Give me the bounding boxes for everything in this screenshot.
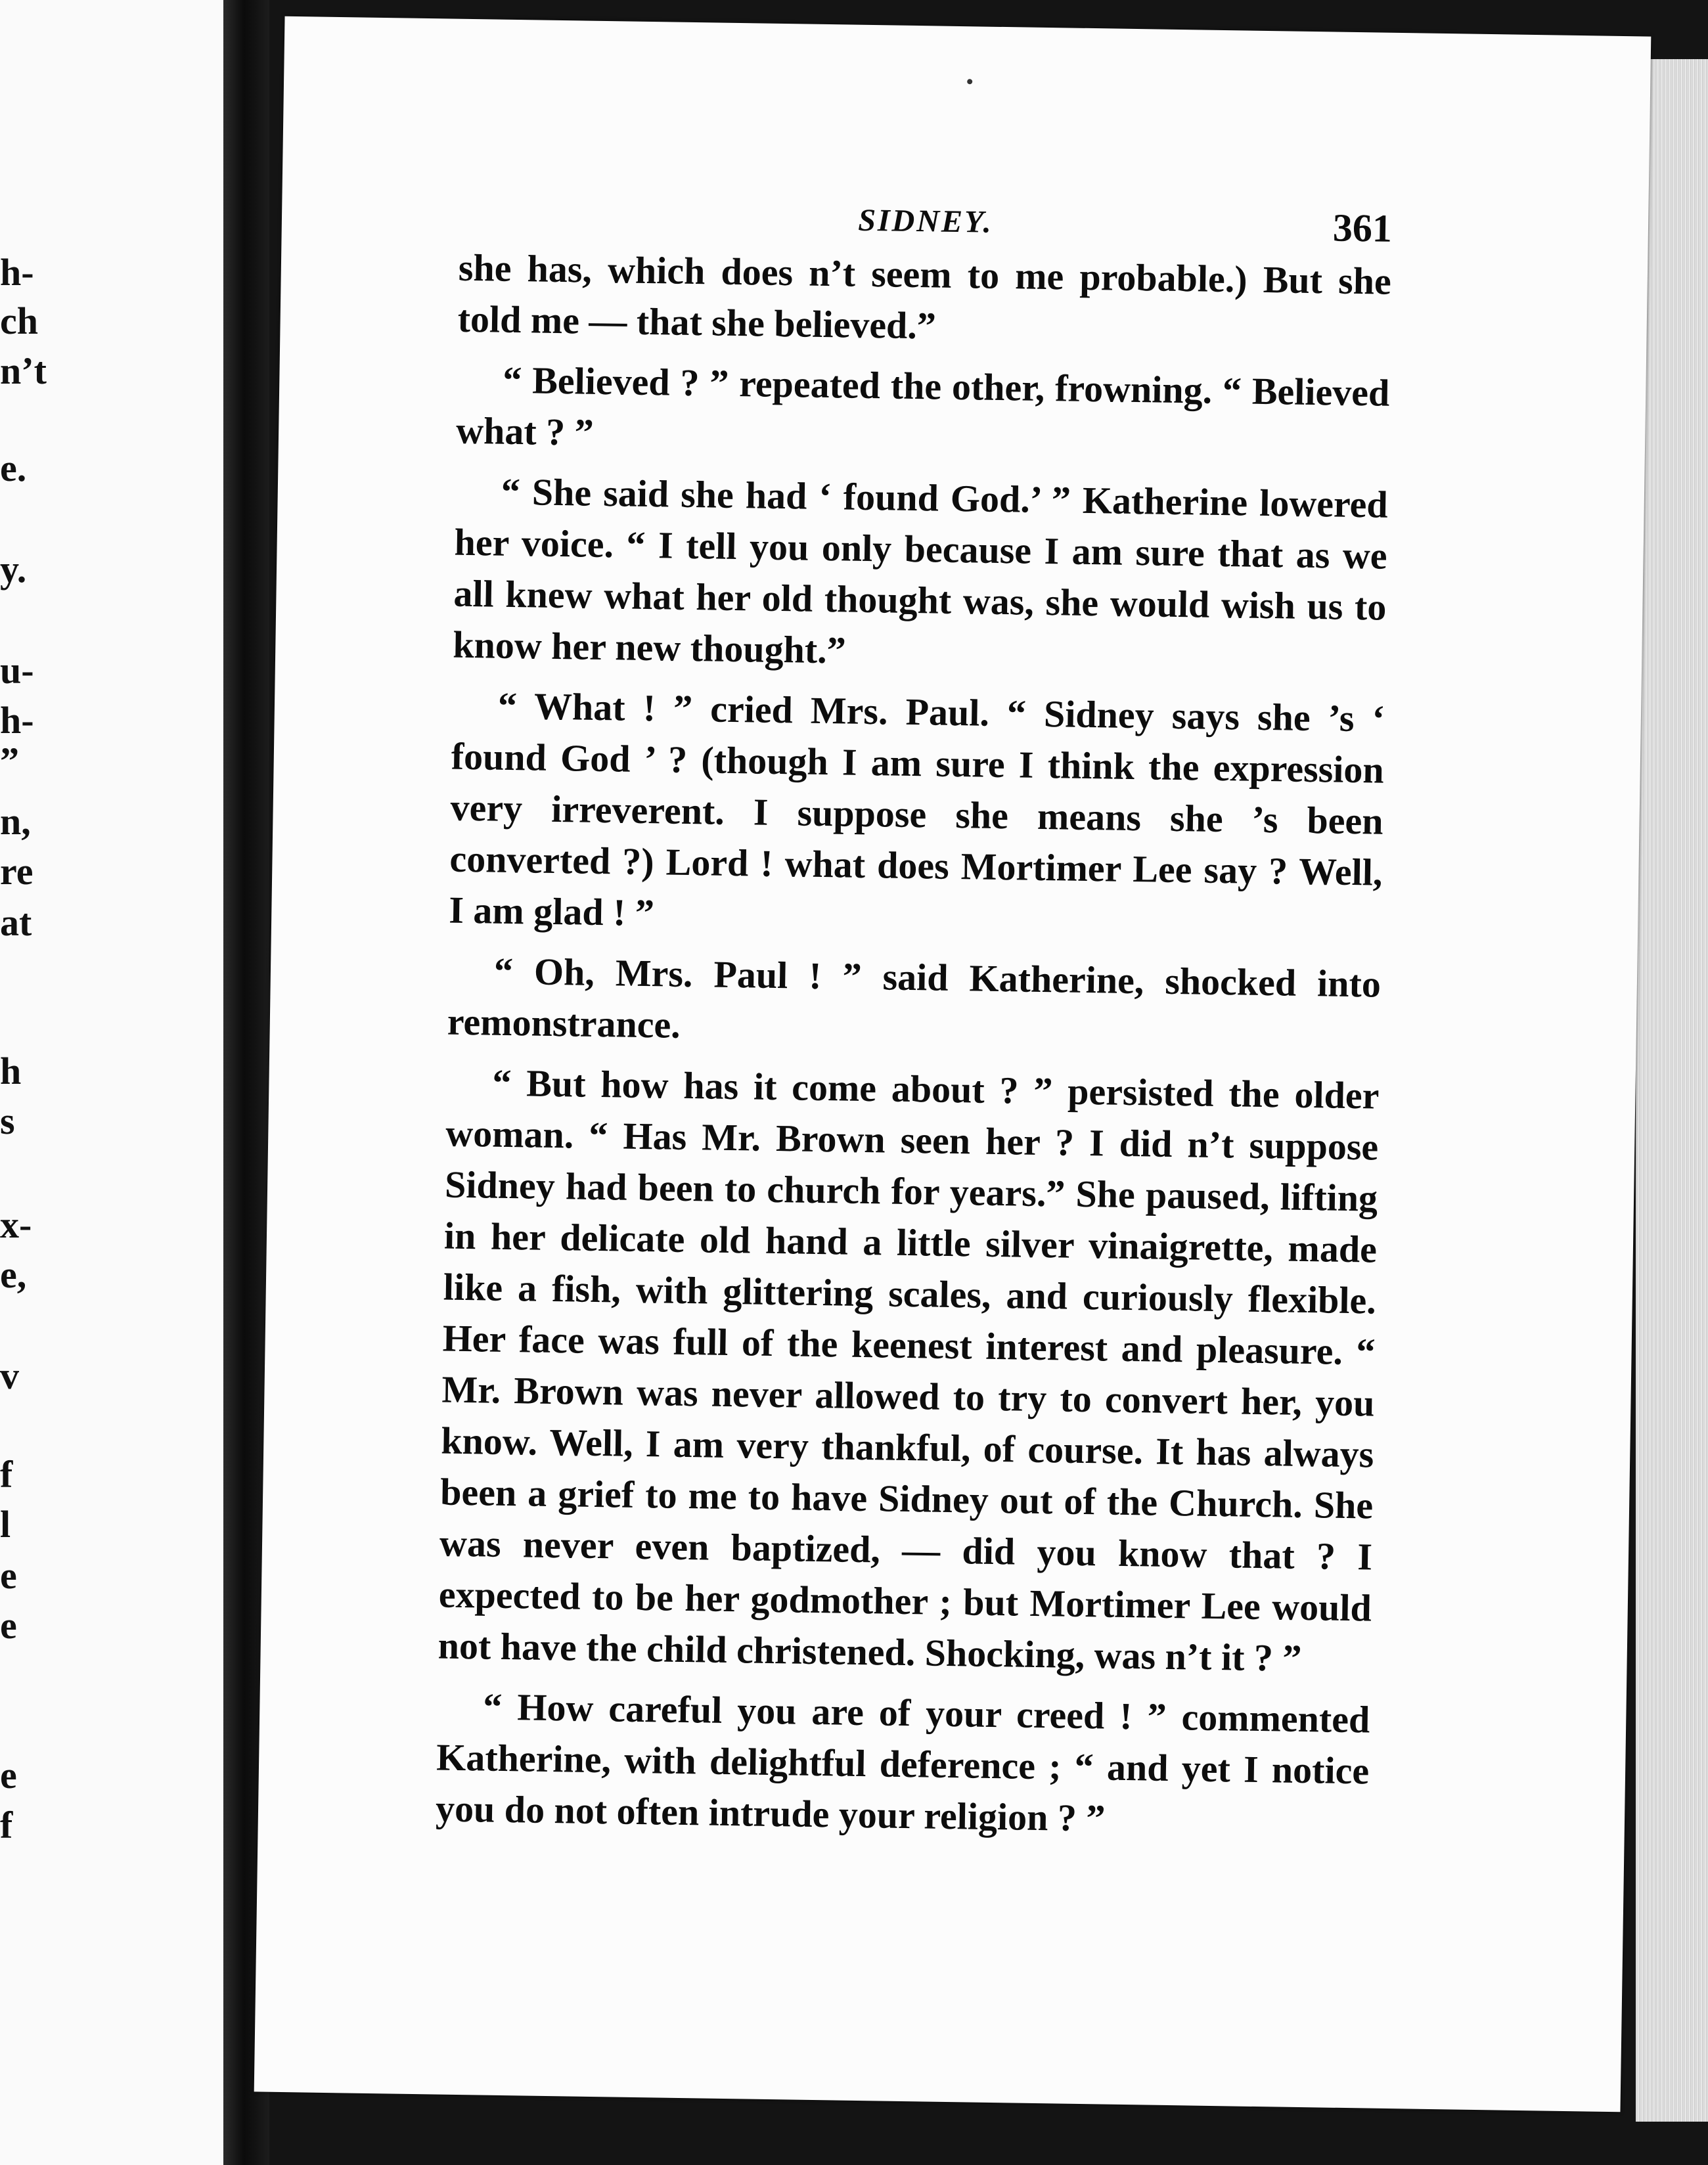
page-number: 361 (1332, 206, 1393, 250)
left-page (0, 0, 223, 2165)
left-line-fragment: e (0, 1754, 17, 1797)
left-line-fragment: y. (0, 548, 27, 591)
left-line-fragment: v (0, 1354, 19, 1397)
left-line-fragment: s (0, 1100, 15, 1142)
left-line-fragment: x- (0, 1203, 32, 1246)
left-line-fragment: h (0, 1050, 22, 1092)
left-line-fragment: re (0, 850, 34, 893)
page-text-block (435, 183, 1392, 1858)
page-edges (1636, 59, 1708, 2122)
left-line-fragment: e (0, 1554, 17, 1597)
paragraph: “ What ! ” cried Mrs. Paul. “ Sidney says she ’s ‘ found God ’ ? (though I am sure I think the expression very irreverent. I suppose she means she ’s been converted ?) Lord ! what does Mortimer Lee say ? Well, I am glad ! ” (448, 684, 1385, 935)
left-line-fragment: e. (0, 447, 27, 489)
left-line-fragment: f (0, 1453, 13, 1496)
left-line-fragment: ch (0, 300, 38, 342)
paragraph: “ But how has it come about ? ” persisted the older woman. “ Has Mr. Brown seen her ? I did n’t suppose Sidney had been to church for years.” She paused, lifting in her delicate old hand a little silver vinaigrette, made like a fish, with glittering scales, and curiously flexible. Her face was full of the keenest interest and pleasure. “ Mr. Brown was never allowed to try to convert her, you know. Well, I am very thankful, of course. It has always been a grief to me to have Sidney out of the Church. She was never even baptized, — did you know that ? I expected to be her godmother ; but Mortimer Lee would not have the child christened. Shocking, was n’t it ? ” (438, 1061, 1380, 1680)
paragraph: “ Believed ? ” repeated the other, frowning. “ Believed what ? ” (455, 358, 1390, 454)
left-line-fragment: e (0, 1604, 17, 1647)
left-line-fragment: u- (0, 649, 34, 692)
paragraph: “ Oh, Mrs. Paul ! ” said Katherine, shocked into remonstrance. (447, 949, 1382, 1046)
right-page (254, 16, 1652, 2112)
left-line-fragment: l (0, 1503, 11, 1546)
left-line-fragment: h- (0, 699, 34, 742)
left-line-fragment: n’t (0, 349, 47, 392)
running-title: SIDNEY. (857, 202, 994, 240)
paragraph: “ She said she had ‘ found God.’ ” Katherine lowered her voice. “ I tell you only because I am sure that as we all knew what her old thought was, she would wish us to know her new thought.” (452, 470, 1389, 672)
left-line-fragment: ” (0, 740, 19, 782)
left-line-fragment: e, (0, 1253, 27, 1296)
left-line-fragment: at (0, 901, 32, 944)
left-line-fragment: h- (0, 251, 34, 294)
paragraph: “ How careful you are of your creed ! ” commented Katherine, with delightful deference ; “ and yet I notice you do not often intrude your religion ? ” (435, 1685, 1370, 1840)
left-line-fragment: f (0, 1804, 13, 1846)
paragraph: she has, which does n’t seem to me probable.) But she told me — that she believed.” (457, 246, 1392, 347)
left-line-fragment: n, (0, 800, 31, 843)
ink-speck (967, 79, 972, 84)
